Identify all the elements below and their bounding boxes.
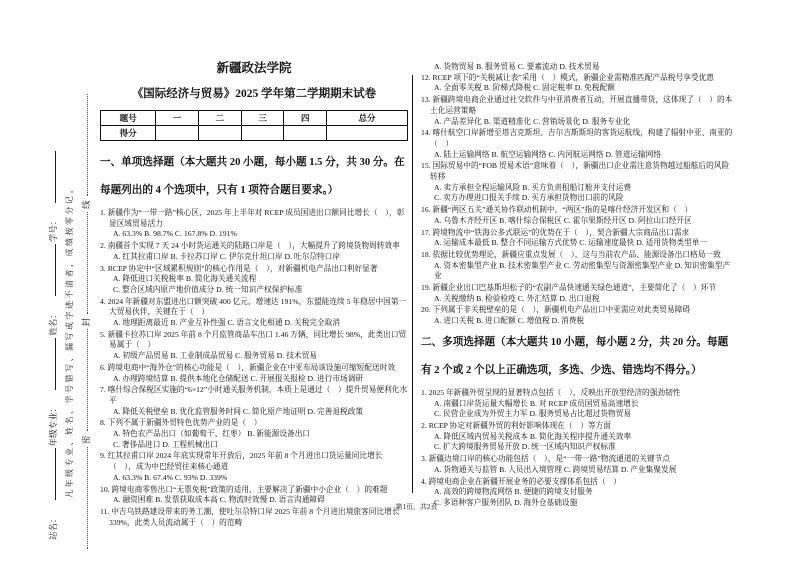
option-line: A. 卖方承担全程运输风险 B. 买方负责租船订舱并支付运费 <box>434 182 632 192</box>
question-stem: 4. 2024 年新疆对东盟进出口额突破 400 亿元，增速达 191%，东盟能连续 5 年稳居中国第一大贸易伙伴，关键在于（ ） <box>100 296 407 317</box>
option-line: C. 整合区域内原产地价值成分 D. 统一知识产权保护标准 <box>113 284 303 294</box>
question-item <box>421 73 736 94</box>
student-info-field: 站名： <box>48 514 58 540</box>
option-line: A. 南疆口岸货运量大幅增长 B. 对 RCEP 成员国贸易高速增长 <box>434 398 639 408</box>
student-info-field: 姓名： <box>48 310 58 336</box>
question-item <box>100 297 408 329</box>
option-line: A. 融资困难 B. 发票获取成本高 C. 物流时效慢 D. 语言沟通障碍 <box>113 495 325 505</box>
score-table-cell: 总分 <box>327 111 408 126</box>
question-stem: 3. RCEP 协定中“区域累积规则”的核心作用是（ ），对新疆机电产品出口利好显著 <box>100 263 378 273</box>
question-stem: 10. 跨境电商零售出口“无票免税”政策的适用，主要解决了新疆中小企业（ ）的难题 <box>100 484 388 494</box>
question-stem: 17. 跨境物流中“铁海公多式联运”的优势在于（ ），契合新疆大宗商品出口需求 <box>421 227 690 237</box>
seal-warning-text: 凡年级专业、姓名、学号错写、漏写或字迹不清者，成绩按零分记。 <box>65 183 74 498</box>
score-table-blank-cell <box>241 126 284 141</box>
column-divider <box>412 75 413 493</box>
fill-in-blank <box>46 338 56 390</box>
question-stem: 8. 下列不属于新疆外贸特色优势产业的是（ ） <box>100 418 262 428</box>
option-line: A. 货物通关与监管 B. 人员出入境管理 C. 跨境贸易结算 D. 产业集聚发展 <box>434 464 677 474</box>
option-line: A. 关税缴纳 B. 检验检疫 C. 外汇结算 D. 出口退税 <box>434 293 600 303</box>
option-line: A. 初级产品贸易 B. 工业制成品贸易 C. 服务贸易 D. 技术贸易 <box>113 351 317 361</box>
question-stem: 11. 中吉乌铁路建设带来的务工潮，使吐尔尕特口岸 2025 年前 8 个月进出境旅客同比增长 339%，此类人员流动属于（ ）的范畴 <box>100 506 400 527</box>
question-stem: 13. 新疆跨境电商企业通过社交软件与中亚消费者互动，开展直播带货，这体现了（ ）的本土化运营策略 <box>421 95 733 115</box>
option-line: A. 63.3% B. 67.4% C. 93% D. 339% <box>113 472 228 482</box>
seal-char: 封 <box>81 316 91 327</box>
option-line: A. 降低关税壁垒 B. 优化监管服务时间 C. 简化原产地证明 D. 完善退税政策 <box>113 406 364 416</box>
question-stem: 1. 2025 年新疆外贸呈现的显著特点包括（ ），反映出开放型经济的强劲韧性 <box>421 387 681 397</box>
question-item <box>421 305 736 326</box>
left-column-body <box>100 149 408 528</box>
score-table-score-row <box>101 126 408 141</box>
fill-in-blank <box>46 151 56 203</box>
score-table-cell: 三 <box>241 111 284 126</box>
option-line: A. 陆上运输网络 B. 航空运输网络 C. 内河航运网络 D. 管道运输网络 <box>434 149 662 159</box>
question-stem: 9. 红其拉甫口岸 2024 年底实现常年开放后，2025 年前 8 个月进出口货运量同比增长（ ），成为中巴经贸往来核心通道 <box>100 451 383 472</box>
section-heading: 二、多项选择题（本大题共 10 小题，每小题 2 分，共 20 分。每题有 2 个或 2 个以上正确选项，多选、少选、错选均不得分。） <box>421 336 729 376</box>
question-stem: 19. 新疆企业出口巴基斯坦松子的“农副产品快速通关绿色通道”，主要简化了（ ）环节 <box>421 283 717 293</box>
option-line: A. 办理跨境结算 B. 提供本地化仓储配送 C. 开展报关报检 D. 进行市场调研 <box>113 373 364 383</box>
student-info-field: 年级专业： <box>48 403 58 447</box>
score-table-cell: 二 <box>198 111 241 126</box>
question-item <box>100 363 408 384</box>
seal-dotted-line <box>87 329 88 431</box>
paper-title: 《国际经济与贸易》2025 学年第二学期期末试卷 <box>131 88 377 100</box>
right-column <box>421 62 736 510</box>
question-stem: 14. 喀什航空口岸新增至塔吉克斯坦、吉尔吉斯斯坦的客货运航线，构建了辐射中亚、南亚的（ ） <box>421 128 733 148</box>
question-item <box>421 283 736 304</box>
option-line: A. 全面零关税 B. 阶梯式降税 C. 固定税率 D. 免税配额 <box>434 83 615 93</box>
question-stem: 2. 南疆首个实现 7 天 24 小时货运通关的陆路口岸是（ ），大幅提升了跨境货物周转效率 <box>100 241 400 251</box>
student-info-fields <box>46 85 59 540</box>
page-number: 第1页，共2页 <box>395 503 438 511</box>
question-item <box>421 250 736 282</box>
option-line: A. 货物贸易 B. 服务贸易 C. 要素流动 D. 技术贸易 <box>434 62 600 71</box>
question-stem: 3. 新疆边境口岸的核心功能包括（ ），是“一带一路”物流通道的关键节点 <box>421 454 670 464</box>
question-stem: 20. 下列属于非关税壁垒的是（ ），新疆机电产品出口中亚需应对此类贸易障碍 <box>421 305 691 315</box>
score-table-cell: 四 <box>284 111 327 126</box>
question-item <box>421 454 736 475</box>
option-line: C. 民营企业成为外贸主力军 D. 服务贸易占比超过货物贸易 <box>434 409 632 419</box>
question-stem: 5. 新疆卡拉苏口岸 2025 年前 8 个月监管商品车出口 1.46 万辆，同比增长 98%，此类出口贸易属于（ ） <box>100 329 407 350</box>
question-item <box>100 451 408 483</box>
question-stem: 16. 新疆“两区五关”通关协作联动机制中，“两区”指的是喀什经济开发区和（ ） <box>421 205 693 215</box>
option-line: C. 多语种客户服务团队 D. 海外仓基础设施 <box>434 497 578 507</box>
question-stem: 2. RCEP 协定对新疆外贸的利好影响体现在（ ）等方面 <box>421 420 611 430</box>
question-stem: 4. 跨境电商企业在新疆开展业务的必要支撑体系包括（ ） <box>421 476 621 486</box>
option-line: A. 进口关税 B. 进口配额 C. 增值税 D. 消费税 <box>434 316 585 326</box>
score-table <box>100 110 408 141</box>
seal-char: 线 <box>81 199 91 209</box>
score-table-blank-cell <box>327 126 408 141</box>
question-stem: 12. RCEP 项下的“关税减让表”采用（ ）模式，新疆企业需精准匹配产品税号享受优惠 <box>421 72 714 82</box>
question-item <box>100 208 408 240</box>
question-item <box>421 205 736 226</box>
option-line: C. 卖方办理进口报关手续 D. 买方承担货物出口前的风险 <box>434 193 624 203</box>
score-table-cell: 得分 <box>101 126 156 141</box>
student-info-field: 学号： <box>48 216 58 243</box>
seal-line <box>80 82 92 552</box>
question-item <box>100 330 408 362</box>
option-line: A. 特色农产品出口（如葡萄干、红枣） B. 新能源设备出口 <box>113 429 311 439</box>
option-line: A. 乌鲁木齐经开区 B. 喀什综合保税区 C. 霍尔果斯经开区 D. 阿拉山口经开区 <box>434 215 692 225</box>
seal-dotted-line <box>87 94 88 196</box>
option-line: A. 产品差异化 B. 渠道精准化 C. 营销场景化 D. 服务专业化 <box>434 116 631 126</box>
fill-in-blank <box>46 244 56 296</box>
question-item <box>421 95 736 127</box>
score-table-header-row <box>101 111 408 126</box>
fill-in-blank <box>46 448 56 500</box>
school-name: 新疆政法学院 <box>216 61 292 75</box>
question-item <box>421 128 736 160</box>
option-line: C. 奢侈品进口 D. 工程机械出口 <box>113 439 218 449</box>
score-table-blank-cell <box>284 126 327 141</box>
option-line: A. 运输成本最低 B. 整合不同运输方式优势 C. 运输速度最快 D. 适用货物类型单一 <box>434 238 708 248</box>
score-table-blank-cell <box>198 126 241 141</box>
question-item <box>421 388 736 420</box>
option-line: A. 63.3% B. 98.7% C. 167.8% D. 191% <box>113 229 237 239</box>
left-column <box>100 58 408 529</box>
option-line: A. 降低进口关税税率 B. 简化海关通关流程 <box>113 274 257 284</box>
question-stem: 6. 跨境电商中“海外仓”的核心功能是（ ），新疆企业在中亚布局该设施可缩短配送时效 <box>100 362 396 372</box>
option-line: A. 资本密集型产业 B. 技术密集型产业 C. 劳动密集型与资源密集型产业 D. 知识密集型产业 <box>434 260 731 281</box>
score-table-cell: 题号 <box>101 111 156 126</box>
question-item <box>421 421 736 453</box>
seal-dotted-line <box>87 212 88 314</box>
question-item <box>421 228 736 249</box>
question-stem: 1. 新疆作为“一带一路”核心区，2025 年上半年对 RCEP 成员国进出口额同比增长（ ），彰显区域贸易活力 <box>100 208 405 228</box>
score-table-cell: 一 <box>156 111 199 126</box>
question-stem: 7. 喀什综合保税区实施的“6×12”小时通关服务机制，本质上是通过（ ）提升贸易便利化水平 <box>100 385 408 405</box>
question-item <box>100 264 408 296</box>
option-line: A. 高效的跨境物流网络 B. 便捷的跨境支付服务 <box>434 487 593 497</box>
score-table-blank-cell <box>156 126 199 141</box>
seal-char: 密 <box>81 434 91 444</box>
question-item <box>100 241 408 262</box>
option-line: A. 红其拉甫口岸 B. 卡拉苏口岸 C. 伊尔克什坦口岸 D. 吐尔尕特口岸 <box>113 251 341 261</box>
option-line: A. 降低区域内贸易关税成本 B. 简化海关程序提升通关效率 <box>434 431 632 441</box>
seal-dotted-line <box>87 447 88 549</box>
question-stem: 15. 国际贸易中的“FOB 贸易术语”意味着（ ），新疆出口企业需注意货物越过船舷后的风险转移 <box>421 161 730 182</box>
question-item <box>100 418 408 450</box>
question-item <box>100 385 408 417</box>
question-stem: 18. 依据比较优势理论，新疆应重点发展（ ），这与当前农产品、能源设备出口格局一致 <box>421 249 721 259</box>
option-line: A. 地理距离最近 B. 产业互补性强 C. 语言文化相通 D. 关税完全取消 <box>113 318 341 328</box>
question-item <box>421 161 736 204</box>
option-line: C. 扩大跨境服务贸易开放 D. 统一区域内知识产权标准 <box>434 442 616 452</box>
section-heading: 一、单项选择题（本大题共 20 小题，每小题 1.5 分，共 30 分。在每题列出的 4 个选项中，只有 1 项符合题目要求。） <box>100 157 405 196</box>
